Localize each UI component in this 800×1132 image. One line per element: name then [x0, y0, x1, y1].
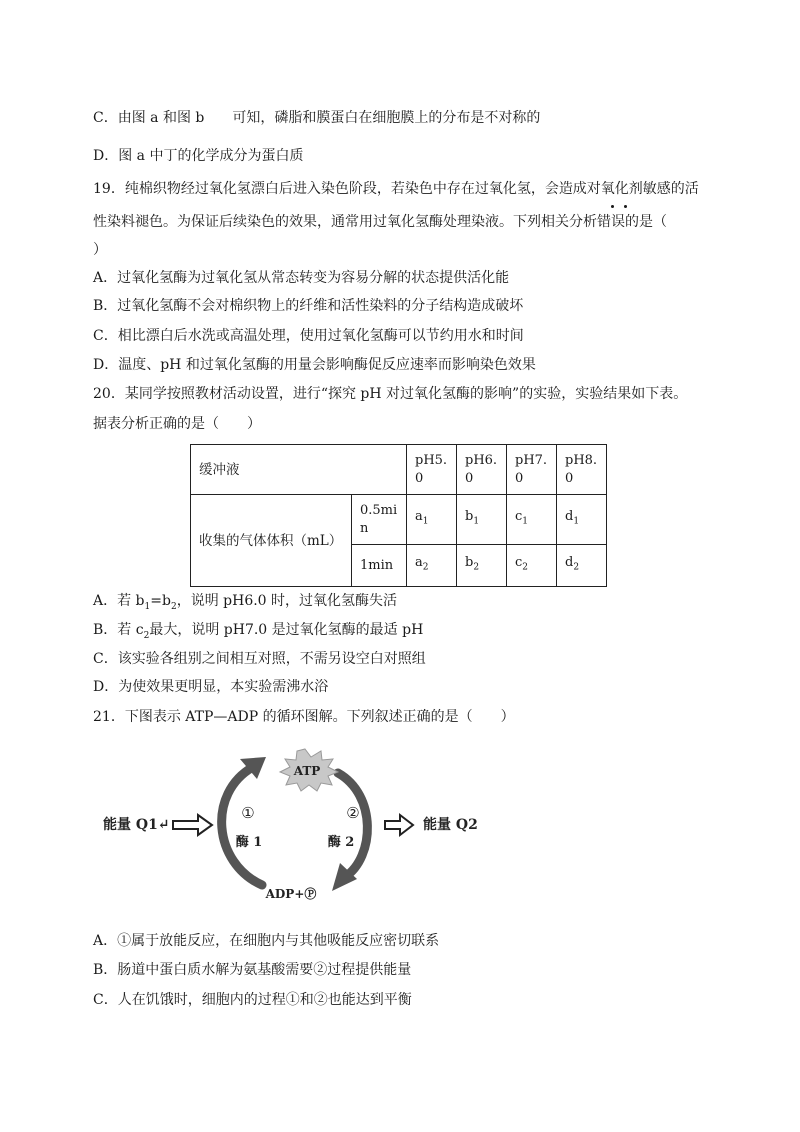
- value-cell: $c_1$: [507, 495, 557, 545]
- q20-option-c: C．该实验各组别之间相互对照，不需另设空白对照组: [93, 651, 426, 667]
- buffer-label: 缓冲液: [191, 445, 407, 495]
- value-cell: $d_1$: [557, 495, 607, 545]
- ph-header: pH5. 0: [407, 445, 457, 495]
- q21-option-c: C．人在饥饿时，细胞内的过程①和②也能达到平衡: [93, 992, 412, 1008]
- energy-q1-label: 能量 Q1↵: [103, 817, 170, 833]
- ph-header: pH7. 0: [507, 445, 557, 495]
- q19-option-a: A．过氧化氢酶为过氧化氢从常态转变为容易分解的状态提供活化能: [93, 270, 510, 286]
- cycle-arrow-right: [338, 773, 367, 877]
- ph-header: pH6. 0: [457, 445, 507, 495]
- atp-label: ATP: [293, 764, 321, 778]
- emphasis-dot: [611, 205, 614, 208]
- q20-option-d: D．为使效果更明显，本实验需沸水浴: [93, 679, 329, 695]
- q20-option-b: B．若 $c_2$最大，说明 pH7.0 是过氧化氢酶的最适 pH: [93, 622, 424, 641]
- q19-stem-line2: 性染料褪色。为保证后续染色的效果，通常用过氧化氢酶处理染液。下列相关分析错误的是（: [93, 214, 667, 230]
- adp-label: ADP+Ⓟ: [265, 887, 317, 901]
- value-cell: $a_2$: [407, 545, 457, 587]
- enzyme-2-label: 酶 2: [327, 835, 355, 850]
- gas-volume-label: 收集的气体体积（mL）: [191, 495, 352, 587]
- value-cell: $d_2$: [557, 545, 607, 587]
- q19-option-c: C．相比漂白后水洗或高温处理，使用过氧化氢酶可以节约用水和时间: [93, 328, 524, 344]
- q18-option-d: D．图 a 中丁的化学成分为蛋白质: [93, 148, 304, 164]
- ph-experiment-table: [190, 444, 607, 587]
- q19-option-d: D．温度、pH 和过氧化氢酶的用量会影响酶促反应速率而影响染色效果: [93, 357, 536, 373]
- q20-option-a: A．若 $b_1=b_2$，说明 pH6.0 时，过氧化氢酶失活: [93, 593, 398, 612]
- value-cell: $a_1$: [407, 495, 457, 545]
- enzyme-1-label: 酶 1: [235, 835, 263, 850]
- value-cell: $c_2$: [507, 545, 557, 587]
- q20-stem-line2: 据表分析正确的是（ ）: [93, 416, 261, 432]
- q20-stem-line1: 20．某同学按照教材活动设置，进行“探究 pH 对过氧化氢酶的影响”的实验，实验结果如下表。: [93, 386, 688, 402]
- q21-option-b: B．肠道中蛋白质水解为氨基酸需要②过程提供能量: [93, 962, 412, 978]
- step-1-label: ①: [241, 804, 255, 822]
- q21-stem: 21．下图表示 ATP—ADP 的循环图解。下列叙述正确的是（ ）: [93, 709, 515, 725]
- energy-in-arrow: [173, 815, 212, 835]
- value-cell: $b_1$: [457, 495, 507, 545]
- atp-adp-cycle-diagram: [95, 745, 515, 905]
- q18-option-c: C．由图 a 和图 b 可知，磷脂和膜蛋白在细胞膜上的分布是不对称的: [93, 110, 541, 126]
- ph-header: pH8. 0: [557, 445, 607, 495]
- step-2-label: ②: [346, 804, 360, 822]
- time-cell: 0.5mi n: [352, 495, 407, 545]
- energy-out-arrow: [385, 815, 413, 835]
- time-cell: 1min: [352, 545, 407, 587]
- value-cell: $b_2$: [457, 545, 507, 587]
- q19-stem-line3: ）: [93, 242, 107, 258]
- emphasis-dot: [624, 205, 627, 208]
- q21-option-a: A．①属于放能反应，在细胞内与其他吸能反应密切联系: [93, 933, 440, 949]
- q19-option-b: B．过氧化氢酶不会对棉织物上的纤维和活性染料的分子结构造成破坏: [93, 298, 524, 314]
- q19-stem-line1: 19．纯棉织物经过氧化氢漂白后进入染色阶段，若染色中存在过氧化氢，会造成对氧化剂敏感的活: [93, 181, 699, 197]
- energy-q2-label: 能量 Q2: [423, 817, 478, 833]
- cycle-arrow-left: [222, 767, 262, 885]
